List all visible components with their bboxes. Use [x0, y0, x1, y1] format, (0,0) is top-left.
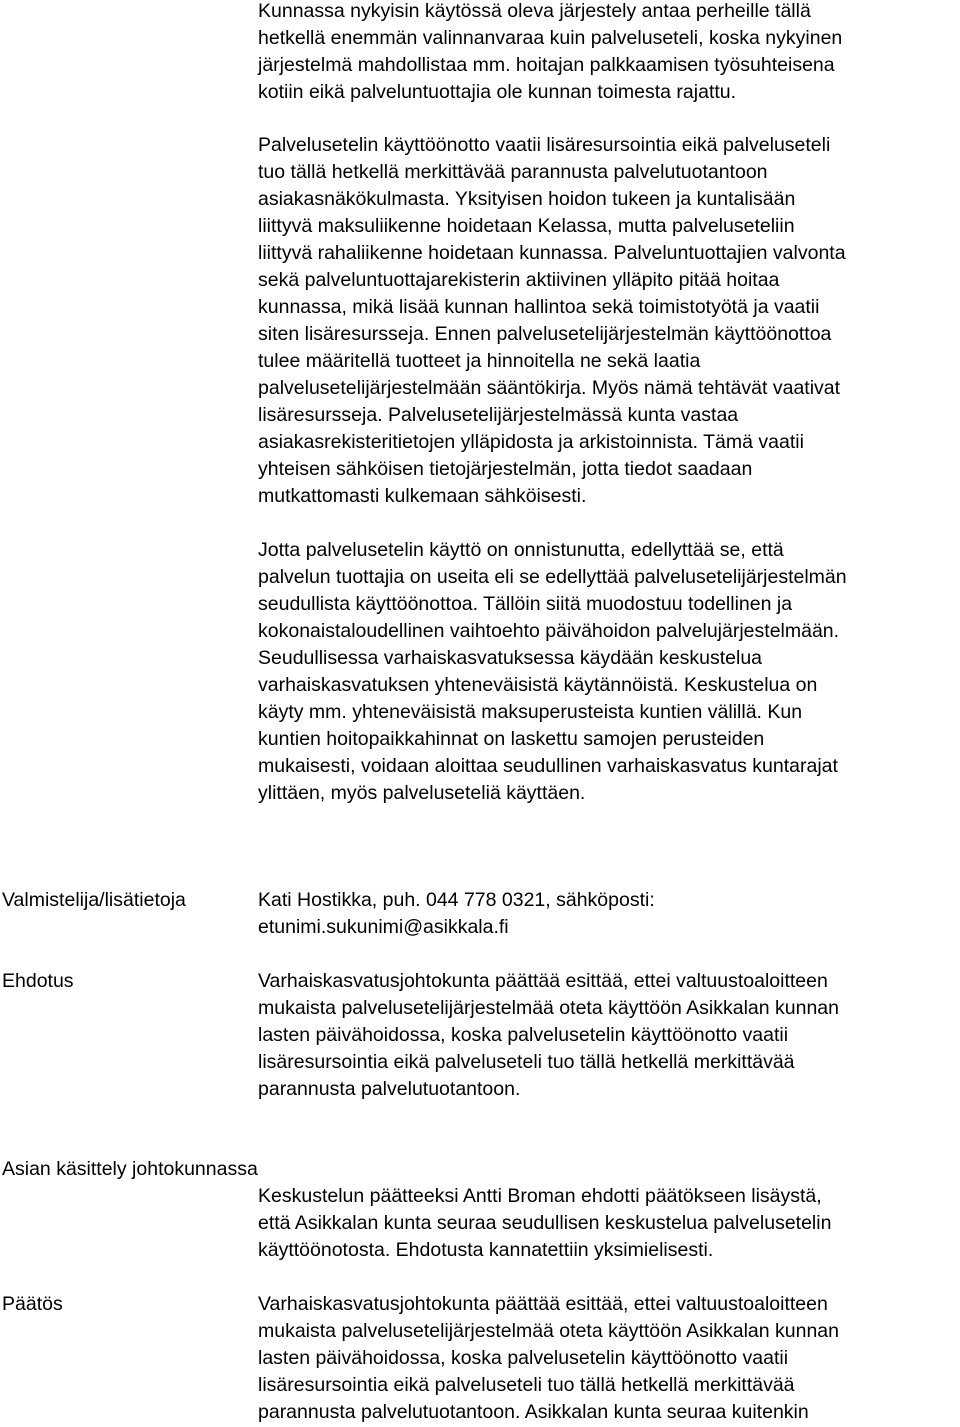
preparer-contact: Kati Hostikka, puh. 044 778 0321, sähköposti: etunimi.sukunimi@asikkala.fi	[258, 889, 655, 938]
decision-label: Päätös	[2, 1293, 63, 1315]
board-handling-label: Asian käsittely johtokunnassa	[2, 1158, 258, 1180]
proposal-label: Ehdotus	[2, 970, 74, 992]
board-handling-text: Keskustelun päätteeksi Antti Broman ehdotti päätökseen lisäystä, että Asikkalan kunta seuraa seudullisen keskustelua palvelusetelin käyttöönotosta. Ehdotusta kannatettiin yksimielisesti.	[258, 1185, 832, 1261]
body-paragraph-2: Palvelusetelin käyttöönotto vaatii lisäresursointia eikä palveluseteli tuo tällä hetkellä merkittävää parannusta palvelutuotantoon asiakasnäkökulmasta. Yksityisen hoidon tukeen ja kuntalisään liittyvä maksuliikenne hoidetaan Kelassa, mutta palveluseteliin liittyvä rahaliikenne hoidetaan kunnassa. Palveluntuottajien valvonta sekä palveluntuottajarekisterin aktiivinen ylläpito pitää hoitaa kunnassa, mikä lisää kunnan hallintoa sekä toimistotyötä ja vaatii siten lisäresursseja. Ennen palvelusetelijärjestelmän käyttöönottoa tulee määritellä tuotteet ja hinnoitella ne sekä laatia palvelusetelijärjestelmään sääntökirja. Myös nämä tehtävät vaativat lisäresursseja. Palvelusetelijärjestelmässä kunta vastaa asiakasrekisteritietojen ylläpidosta ja arkistoinnista. Tämä vaatii yhteisen sähköisen tietojärjestelmän, jotta tiedot saadaan mutkattomasti kulkemaan sähköisesti.	[258, 134, 846, 507]
preparer-label: Valmistelija/lisätietoja	[2, 889, 186, 911]
body-paragraph-3: Jotta palvelusetelin käyttö on onnistunutta, edellyttää se, että palvelun tuottajia on useita eli se edellyttää palvelusetelijärjestelmän seudullista käyttöönottoa. Tällöin siitä muodostuu todellinen ja kokonaistaloudellinen vaihtoehto päivähoidon palvelujärjestelmään. Seudullisessa varhaiskasvatuksessa käydään keskustelua varhaiskasvatuksen yhteneväisistä käytännöistä. Keskustelua on käyty mm. yhteneväisistä maksuperusteista kuntien välillä. Kun kuntien hoitopaikkahinnat on laskettu samojen perusteiden mukaisesti, voidaan aloittaa seudullinen varhaiskasvatus kuntarajat ylittäen, myös palveluseteliä käyttäen.	[258, 539, 847, 804]
decision-text: Varhaiskasvatusjohtokunta päättää esittää, ettei valtuustoaloitteen mukaista palvelusetelijärjestelmää oteta käyttöön Asikkalan kunnan lasten päivähoidossa, koska palvelusetelin käyttöönotto vaatii lisäresursointia eikä palveluseteli tuo tällä hetkellä merkittävää parannusta palvelutuotantoon. Asikkalan kunta seuraa kuitenkin	[258, 1293, 840, 1423]
body-paragraph-1: Kunnassa nykyisin käytössä oleva järjestely antaa perheille tällä hetkellä enemmän valinnanvaraa kuin palveluseteli, koska nykyinen järjestelmä mahdollistaa mm. hoitajan palkkaamisen työsuhteisena kotiin eikä palveluntuottajia ole kunnan toimesta rajattu.	[258, 0, 843, 103]
proposal-text: Varhaiskasvatusjohtokunta päättää esittää, ettei valtuustoaloitteen mukaista palvelusetelijärjestelmää oteta käyttöön Asikkalan kunnan lasten päivähoidossa, koska palvelusetelin käyttöönotto vaatii lisäresursointia eikä palveluseteli tuo tällä hetkellä merkittävää parannusta palvelutuotantoon.	[258, 970, 840, 1100]
